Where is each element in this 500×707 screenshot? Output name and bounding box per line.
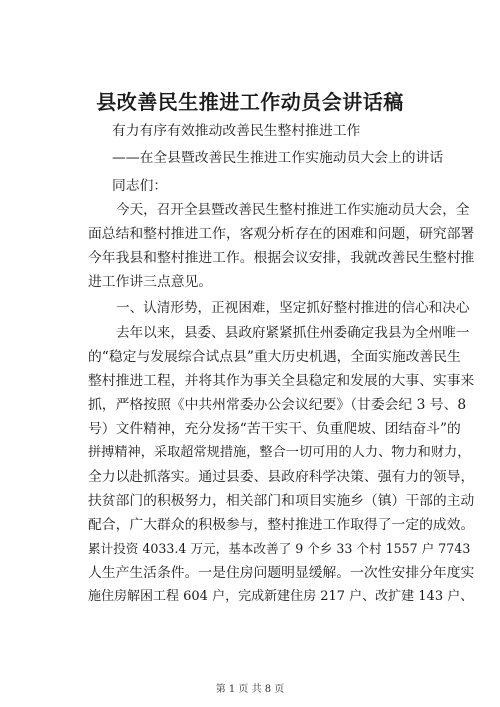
paragraph-line: 面总结和整村推进工作，客观分析存在的困难和问题，研究部署 (88, 226, 475, 242)
paragraph-line: 整村推进工程，并将其作为事关全县稳定和发展的大事、实事来 (88, 373, 475, 389)
subtitle-speech-line: ——在全县暨改善民生推进工作实施动员大会上的讲话 (112, 150, 444, 166)
paragraph-line: 人生产生活条件。一是住房问题明显缓解。一次性安排分年度实 (88, 565, 475, 581)
paragraph-line: 累计投资 4033.4 万元，基本改善了 9 个乡 33 个村 1557 户 7743 (88, 541, 471, 556)
paragraph-line: 去年以来，县委、县政府紧紧抓住州委确定我县为全州唯一 (116, 325, 470, 341)
paragraph-line: 进工作讲三点意见。 (88, 274, 213, 290)
section-heading: 一、认清形势，正视困难，坚定抓好整村推进的信心和决心 (116, 300, 470, 316)
paragraph-line: 配合，广大群众的积极参与，整村推进工作取得了一定的成效。 (88, 517, 475, 533)
paragraph-line: 拼搏精神，采取超常规措施，整合一切可用的人力、物力和财力， (88, 445, 471, 460)
paragraph-line: 施住房解困工程 604 户，完成新建住房 217 户、改扩建 143 户、 (88, 589, 474, 604)
paragraph-line: 抓，严格按照《中共州常委办公会议纪要》（甘委会纪 3 号、8 (88, 397, 467, 413)
paragraph-line: 全力以赴抓落实。通过县委、县政府科学决策、强有力的领导， (88, 469, 475, 485)
paragraph-line: 今天，召开全县暨改善民生整村推进工作实施动员大会，全 (116, 202, 470, 218)
document-title: 县改善民生推进工作动员会讲话稿 (96, 90, 404, 114)
paragraph-line: 今年我县和整村推进工作。根据会议安排，我就改善民生整村推 (88, 250, 475, 266)
paragraph-line: 扶贫部门的积极努力，相关部门和项目实施乡（镇）干部的主动 (88, 493, 475, 509)
page-number-footer: 第 1 页 共 8 页 (215, 684, 285, 695)
paragraph-line: 号）文件精神，充分发扬“苦干实干、负重爬坡、团结奋斗”的 (88, 421, 461, 437)
subtitle-line: 有力有序有效推动改善民生整村推进工作 (112, 123, 361, 139)
paragraph-line: 的“稳定与发展综合试点县”重大历史机遇，全面实施改善民生 (88, 349, 461, 365)
salutation: 同志们： (112, 178, 168, 194)
